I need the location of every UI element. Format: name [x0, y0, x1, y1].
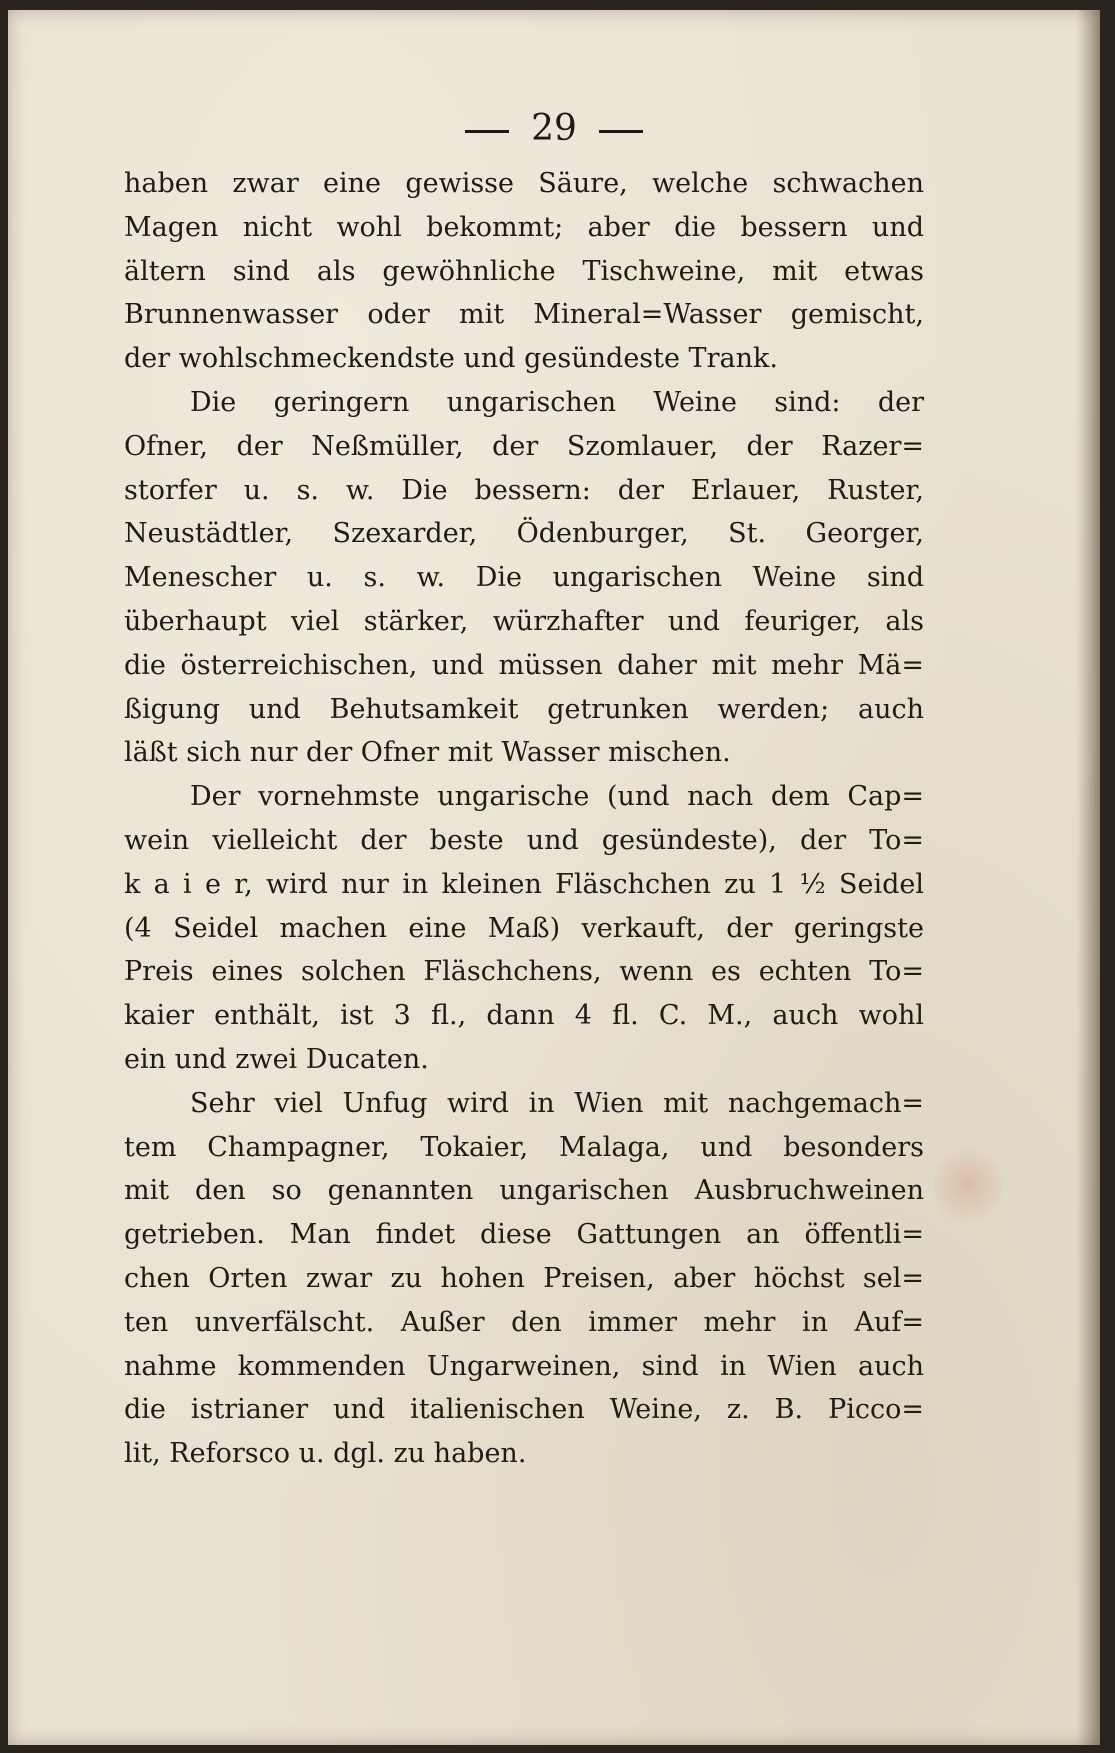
text-line: wein vielleicht der beste und gesündeste), der To=: [124, 824, 924, 856]
body-text: [124, 162, 924, 1476]
text-line: storfer u. s. w. Die bessern: der Erlauer, Ruster,: [124, 474, 924, 506]
text-line: ältern sind als gewöhnliche Tischweine, mit etwas: [124, 255, 924, 287]
page-edge-shadow: [1076, 10, 1100, 1745]
text-line: Brunnenwasser oder mit Mineral=Wasser gemischt,: [124, 299, 924, 331]
text-line: haben zwar eine gewisse Säure, welche schwachen: [124, 168, 924, 199]
text-line: ein und zwei Ducaten.: [124, 1043, 429, 1075]
text-line: die österreichischen, und müssen daher mit mehr Mä=: [124, 649, 924, 681]
text-line: überhaupt viel stärker, würzhafter und feuriger, als: [124, 605, 924, 637]
text-line: ßigung und Behutsamkeit getrunken werden; auch: [124, 693, 924, 725]
text-line: läßt sich nur der Ofner mit Wasser mischen.: [124, 737, 731, 769]
text-line: k a i e r, wird nur in kleinen Fläschchen zu 1 ½ Seidel: [124, 868, 924, 900]
text-line: Menescher u. s. w. Die ungarischen Weine sind: [124, 562, 924, 594]
text-line: chen Orten zwar zu hohen Preisen, aber höchst sel=: [124, 1262, 924, 1294]
text-line: der wohlschmeckendste und gesündeste Trank.: [124, 343, 778, 375]
text-line: Magen nicht wohl bekommt; aber die bessern und: [124, 211, 924, 243]
page-header: [8, 108, 1100, 149]
text-line: Neustädtler, Szexarder, Ödenburger, St. Georger,: [124, 518, 924, 550]
text-line: kaier enthält, ist 3 fl., dann 4 fl. C. M., auch wohl: [124, 1000, 924, 1032]
book-page: [8, 10, 1100, 1745]
text-line: Sehr viel Unfug wird in Wien mit nachgemach=: [190, 1087, 924, 1119]
text-line: ten unverfälscht. Außer den immer mehr in Auf=: [124, 1306, 924, 1338]
text-line: Die geringern ungarischen Weine sind: der: [190, 386, 924, 418]
header-dash-left: [465, 130, 509, 133]
page-number: 29: [531, 108, 577, 149]
text-line: Preis eines solchen Fläschchens, wenn es echten To=: [124, 956, 924, 988]
text-line: Ofner, der Neßmüller, der Szomlauer, der Razer=: [124, 430, 924, 462]
text-line: Der vornehmste ungarische (und nach dem Cap=: [190, 781, 924, 813]
text-line: tem Champagner, Tokaier, Malaga, und besonders: [124, 1131, 924, 1163]
text-line: mit den so genannten ungarischen Ausbruchweinen: [124, 1175, 924, 1207]
text-line: lit, Reforsco u. dgl. zu haben.: [124, 1438, 527, 1470]
text-line: die istrianer und italienischen Weine, z. B. Picco=: [124, 1394, 924, 1426]
text-line: getrieben. Man findet diese Gattungen an öffentli=: [124, 1219, 924, 1251]
text-line: (4 Seidel machen eine Maß) verkauft, der geringste: [124, 912, 924, 944]
header-dash-right: [599, 130, 643, 133]
paper-stain: [933, 1140, 1003, 1230]
text-line: nahme kommenden Ungarweinen, sind in Wien auch: [124, 1350, 924, 1382]
